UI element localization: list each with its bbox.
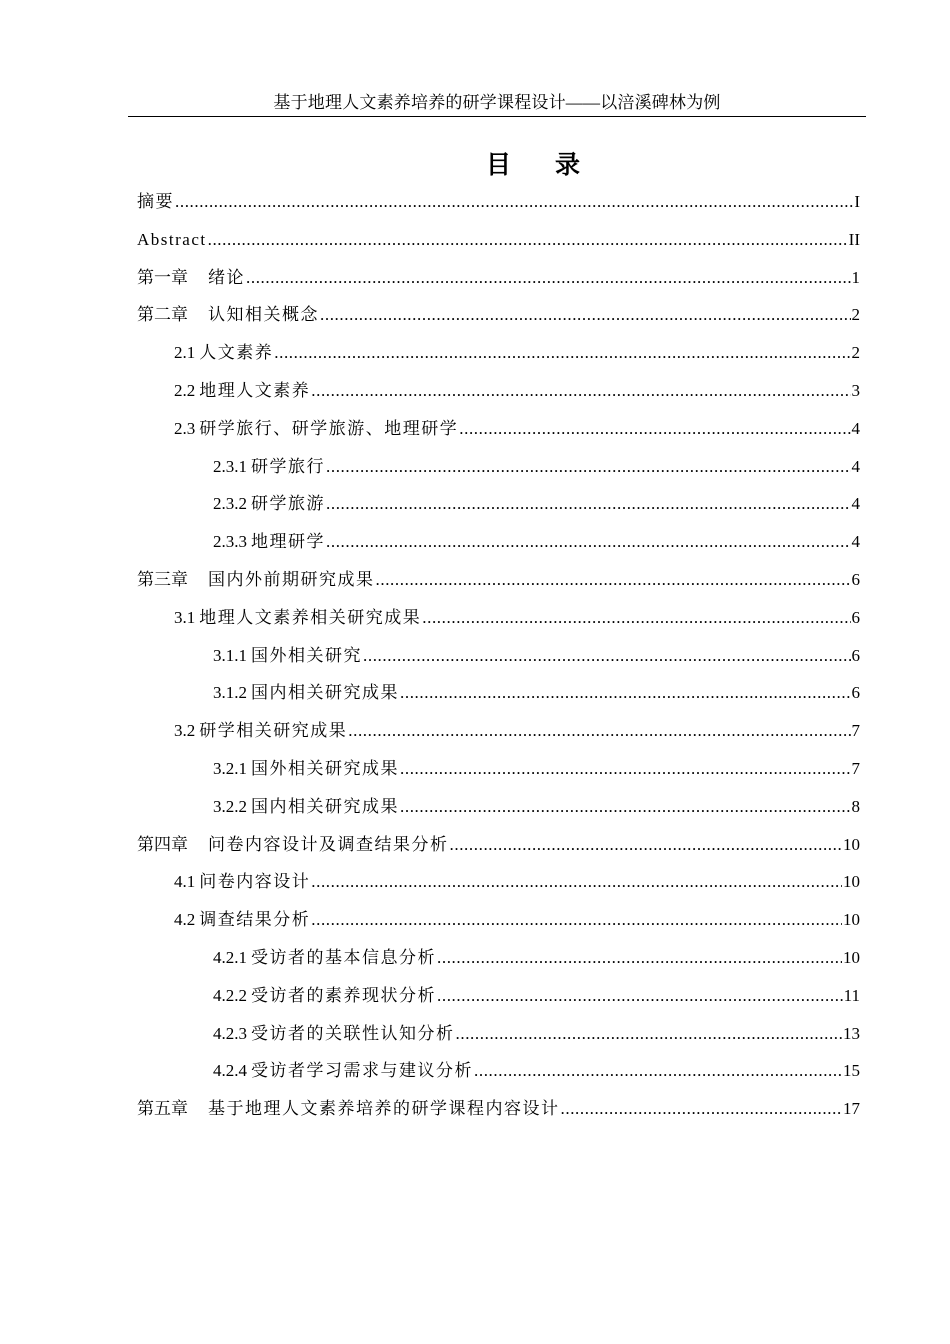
- dot-leader: [459, 417, 850, 441]
- toc-entry-page: 7: [851, 758, 860, 778]
- toc-entry-label: 地理研学: [251, 532, 325, 552]
- toc-entry[interactable]: [137, 984, 860, 1022]
- toc-entry-label: 国内外前期研究成果: [208, 569, 375, 589]
- toc-entry[interactable]: [137, 1097, 860, 1135]
- dot-leader: [400, 795, 851, 819]
- toc-entry[interactable]: [137, 568, 860, 606]
- dot-leader: [320, 303, 851, 327]
- toc-entry-title: [174, 341, 273, 365]
- toc-entry-number: 4.2.3: [213, 1023, 247, 1043]
- toc-entry-page: 10: [843, 872, 860, 892]
- toc-entry-label: 认知相关概念: [208, 305, 319, 325]
- toc-entry[interactable]: [137, 492, 860, 530]
- toc-entry-page: 2: [851, 343, 860, 363]
- toc-entry-title: [174, 908, 310, 932]
- dot-leader: [474, 1059, 842, 1083]
- toc-entry-number: 3.2.1: [213, 758, 247, 778]
- toc-entry[interactable]: [137, 1022, 860, 1060]
- toc-entry-label: 研学旅游: [251, 494, 325, 514]
- toc-entry-title: [213, 492, 325, 516]
- toc-entry[interactable]: [137, 303, 860, 341]
- toc-entry-page: 7: [851, 721, 860, 741]
- toc-entry-number: 4.2.4: [213, 1061, 247, 1081]
- toc-entry-page: 6: [851, 569, 860, 589]
- toc-entry-label: 基于地理人文素养培养的研学课程内容设计: [208, 1099, 560, 1119]
- toc-entry-title: [213, 1059, 473, 1083]
- toc-entry[interactable]: [137, 644, 860, 682]
- dot-leader: [400, 757, 851, 781]
- toc-entry-number: 3.2.2: [213, 796, 247, 816]
- dot-leader: [437, 946, 842, 970]
- toc-entry-label: 国内相关研究成果: [251, 683, 399, 703]
- toc-entry[interactable]: [137, 795, 860, 833]
- toc-entry[interactable]: [137, 606, 860, 644]
- toc-entry[interactable]: [137, 719, 860, 757]
- toc-entry-page: II: [848, 229, 860, 249]
- toc-entry-number: 第二章: [137, 305, 188, 325]
- table-of-contents: [137, 190, 860, 1135]
- toc-entry-page: 13: [843, 1023, 860, 1043]
- toc-entry-page: 6: [851, 683, 860, 703]
- toc-entry-page: 4: [851, 532, 860, 552]
- toc-entry-number: 第五章: [137, 1099, 188, 1119]
- toc-entry-label: 研学旅行、研学旅游、地理研学: [199, 418, 459, 438]
- dot-leader: [175, 190, 853, 214]
- toc-entry-number: 4.2.1: [213, 947, 247, 967]
- toc-entry-label: 受访者的素养现状分析: [251, 985, 436, 1005]
- toc-entry-page: 4: [851, 494, 860, 514]
- dot-leader: [274, 341, 850, 365]
- toc-entry-label: 研学旅行: [251, 456, 325, 476]
- toc-entry-title: [213, 946, 436, 970]
- toc-entry-title: [137, 266, 245, 290]
- dot-leader: [450, 833, 843, 857]
- toc-entry-page: 11: [843, 985, 860, 1005]
- toc-entry[interactable]: [137, 341, 860, 379]
- toc-entry[interactable]: [137, 190, 860, 228]
- toc-entry-label: 摘要: [137, 192, 174, 211]
- toc-entry[interactable]: [137, 228, 860, 266]
- toc-entry-label: 绪论: [208, 267, 245, 287]
- toc-entry-title: [174, 417, 458, 441]
- toc-entry-number: 2.2: [174, 380, 196, 400]
- toc-entry-title: [213, 757, 399, 781]
- toc-entry-number: 3.1.2: [213, 683, 247, 703]
- toc-entry-page: 8: [851, 796, 860, 816]
- toc-entry-page: 15: [843, 1061, 860, 1081]
- toc-entry-number: 4.1: [174, 872, 196, 892]
- toc-entry-number: 第四章: [137, 834, 188, 854]
- toc-entry-label: 受访者学习需求与建议分析: [251, 1061, 473, 1081]
- dot-leader: [311, 908, 842, 932]
- dot-leader: [400, 681, 851, 705]
- toc-entry-page: 10: [843, 910, 860, 930]
- dot-leader: [326, 492, 851, 516]
- dot-leader: [348, 719, 850, 743]
- toc-entry-page: 3: [851, 380, 860, 400]
- toc-entry-number: 4.2.2: [213, 985, 247, 1005]
- toc-title-left: 目: [485, 150, 511, 179]
- toc-entry-label: 国内相关研究成果: [251, 796, 399, 816]
- toc-entry[interactable]: [137, 870, 860, 908]
- toc-entry-page: 6: [851, 645, 860, 665]
- toc-entry-label: 问卷内容设计及调查结果分析: [208, 834, 449, 854]
- toc-entry-label: 调查结果分析: [199, 910, 311, 930]
- toc-entry-title: [137, 228, 207, 252]
- toc-entry-label: Abstract: [137, 229, 207, 249]
- dot-leader: [363, 644, 851, 668]
- toc-title-right: 录: [555, 150, 581, 179]
- toc-entry-label: 地理人文素养相关研究成果: [199, 607, 422, 627]
- toc-entry[interactable]: [137, 1059, 860, 1097]
- toc-entry-title: [137, 303, 319, 327]
- dot-leader: [208, 228, 848, 252]
- toc-entry-title: [213, 984, 436, 1008]
- toc-entry-page: 10: [843, 834, 860, 854]
- toc-entry-page: 17: [843, 1099, 860, 1119]
- dot-leader: [311, 379, 850, 403]
- toc-entry-title: [137, 833, 449, 857]
- toc-entry-title: [174, 870, 310, 894]
- toc-entry-number: 第三章: [137, 569, 188, 589]
- toc-entry-title: [137, 1097, 560, 1121]
- toc-entry-title: [213, 530, 325, 554]
- toc-entry-number: 3.2: [174, 721, 196, 741]
- toc-entry[interactable]: [137, 417, 860, 455]
- toc-entry[interactable]: [137, 757, 860, 795]
- toc-entry[interactable]: [137, 266, 860, 304]
- toc-entry[interactable]: [137, 833, 860, 871]
- toc-entry-title: [213, 644, 362, 668]
- toc-entry[interactable]: [137, 908, 860, 946]
- toc-entry-page: 6: [851, 607, 860, 627]
- dot-leader: [326, 455, 851, 479]
- toc-entry[interactable]: [137, 530, 860, 568]
- toc-entry-number: 第一章: [137, 267, 188, 287]
- toc-entry-number: 2.3.1: [213, 456, 247, 476]
- dot-leader: [456, 1022, 843, 1046]
- toc-entry[interactable]: [137, 455, 860, 493]
- toc-entry-number: 2.3.3: [213, 532, 247, 552]
- toc-entry[interactable]: [137, 681, 860, 719]
- dot-leader: [437, 984, 843, 1008]
- toc-entry-page: 4: [851, 418, 860, 438]
- toc-entry-number: 2.3.2: [213, 494, 247, 514]
- toc-entry-page: I: [854, 192, 860, 211]
- dot-leader: [246, 266, 851, 290]
- toc-entry-title: [137, 568, 375, 592]
- toc-entry[interactable]: [137, 946, 860, 984]
- toc-entry-number: 3.1.1: [213, 645, 247, 665]
- toc-entry-label: 人文素养: [199, 343, 274, 363]
- toc-entry-label: 国外相关研究成果: [251, 758, 399, 778]
- toc-entry-number: 3.1: [174, 607, 196, 627]
- dot-leader: [422, 606, 850, 630]
- toc-entry-label: 国外相关研究: [251, 645, 362, 665]
- dot-leader: [311, 870, 842, 894]
- toc-entry-title: [213, 681, 399, 705]
- toc-entry-title: [174, 379, 310, 403]
- toc-entry[interactable]: [137, 379, 860, 417]
- toc-entry-page: 4: [851, 456, 860, 476]
- toc-entry-label: 受访者的关联性认知分析: [251, 1023, 455, 1043]
- dot-leader: [561, 1097, 843, 1121]
- running-header: 基于地理人文素养培养的研学课程设计——以涪溪碑林为例: [128, 92, 866, 117]
- toc-entry-title: [174, 606, 421, 630]
- toc-entry-page: 2: [851, 305, 860, 325]
- toc-entry-number: 2.3: [174, 418, 196, 438]
- toc-entry-title: [174, 719, 347, 743]
- dot-leader: [376, 568, 851, 592]
- toc-entry-title: [213, 1022, 455, 1046]
- toc-entry-label: 受访者的基本信息分析: [251, 947, 436, 967]
- toc-entry-title: [213, 795, 399, 819]
- toc-entry-title: [213, 455, 325, 479]
- toc-entry-number: 2.1: [174, 343, 196, 363]
- toc-entry-label: 问卷内容设计: [199, 872, 311, 892]
- toc-entry-page: 1: [851, 267, 860, 287]
- toc-title: [128, 148, 938, 182]
- dot-leader: [326, 530, 851, 554]
- toc-entry-number: 4.2: [174, 910, 196, 930]
- toc-entry-title: [137, 190, 174, 214]
- toc-entry-page: 10: [843, 947, 860, 967]
- toc-entry-label: 研学相关研究成果: [199, 721, 348, 741]
- toc-entry-label: 地理人文素养: [199, 380, 311, 400]
